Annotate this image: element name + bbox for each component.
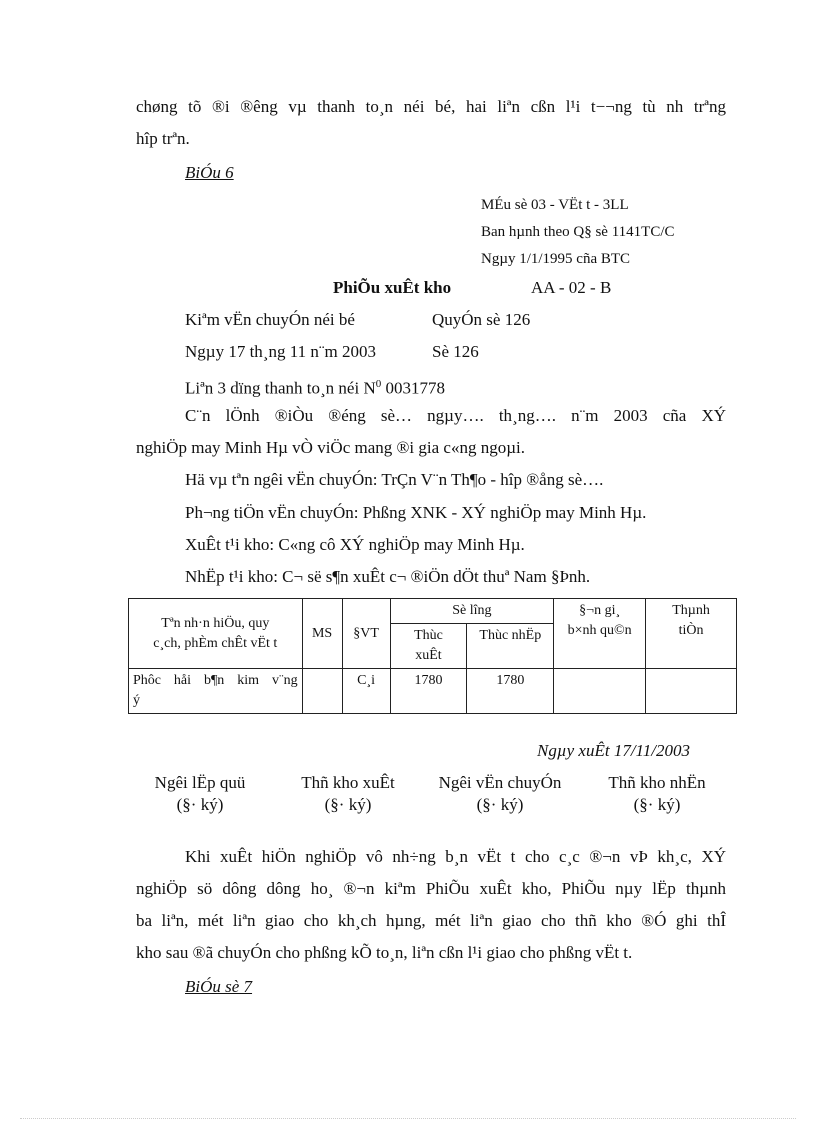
para2-line-2: nghiÖp sö dông dông ho¸ ®¬n kiªm PhiÕu xuÊt kho, PhiÕu nµy lËp thµnh [136, 879, 726, 898]
caption-bieu-so-7: BiÓu sè 7 [185, 977, 253, 996]
document-title: PhiÕu xuÊt kho [333, 278, 452, 297]
para2-line-4: kho sau ®ã chuyÓn cho phßng kÕ to¸n, liªn cßn l¹i giao cho phßng vËt t. [136, 943, 633, 962]
header-thuc-nhap: Thùc nhËp [467, 624, 554, 669]
field-lien-3-text: Liªn 3 dïng thanh to¸n néi N [185, 378, 376, 398]
field-quyen-so: QuyÓn sè 126 [432, 310, 531, 329]
signature-title: Thñ kho nhËn [608, 773, 706, 792]
header-ten-line-2: c¸ch, phÈm chÊt vËt t [153, 635, 278, 651]
cell-thuc-nhap: 1780 [467, 669, 554, 714]
field-can-lenh-line-2: nghiÖp may Minh Hµ vÒ viÖc mang ®i gia c«ng ngoµi. [136, 438, 525, 457]
field-xuat-tai-kho: XuÊt t¹i kho: C«ng cô XÝ nghiÖp may Minh Hµ. [185, 535, 525, 554]
signature-nguoi-van-chuyen [420, 772, 580, 816]
signature-title: Ngêi vËn chuyÓn [438, 773, 562, 792]
header-don-gia-line-2: b×nh qu©n [567, 623, 632, 638]
cell-thanh-tien [646, 669, 737, 714]
field-phuong-tien: Ph¬ng tiÖn vËn chuyÓn: Phßng XNK - XÝ nghiÖp may Minh Hµ. [185, 503, 647, 522]
field-lien-3 [185, 374, 445, 399]
cell-ten [129, 669, 303, 714]
header-dvt: §VT [342, 599, 390, 669]
field-so: Sè 126 [432, 342, 479, 361]
cell-ms [302, 669, 342, 714]
document-code: AA - 02 - B [531, 278, 612, 297]
cell-don-gia [554, 669, 646, 714]
signature-title: Ngêi lËp quü [154, 773, 246, 792]
signature-thu-kho-nhan [592, 772, 722, 816]
cell-ten-line-2: ý [133, 693, 140, 708]
field-ngay: Ngµy 17 th¸ng 11 n¨m 2003 [185, 342, 376, 361]
signature-note: (§· ký) [176, 795, 224, 814]
caption-bieu-6: BiÓu 6 [185, 163, 234, 182]
table-row [129, 669, 737, 714]
header-thanh-tien-line-1: Thµnh [672, 603, 710, 618]
header-don-gia [554, 599, 646, 669]
header-thanh-tien [646, 599, 737, 669]
header-ten-line-1: Tªn nh·n hiÖu, quy [161, 615, 270, 631]
field-lien-3-number: 0031778 [381, 378, 445, 398]
header-don-gia-line-1: §¬n gi¸ [579, 603, 621, 618]
cell-ten-line-1: Phôc håi b¶n kim v¨ng [133, 673, 298, 688]
signature-note: (§· ký) [476, 795, 524, 814]
header-thuc-xuat [390, 624, 467, 669]
para2-line-3: ba liªn, mét liªn giao cho kh¸ch hµng, mét liªn giao cho thñ kho ®Ó ghi thÎ [136, 911, 726, 930]
signature-thu-kho-xuat [288, 772, 408, 816]
date-line: Ngµy xuÊt 17/11/2003 [537, 741, 691, 760]
field-lien-3-sup: 0 [375, 378, 382, 390]
header-thuc-xuat-line-1: Thùc [414, 628, 443, 643]
header-ten-nhan-hieu [129, 599, 303, 669]
table-header-row [129, 599, 737, 624]
signature-title: Thñ kho xuÊt [301, 773, 395, 792]
intro-line-2: hîp trªn. [136, 129, 190, 148]
page-bottom-divider [20, 1118, 796, 1119]
field-nguoi-van-chuyen: Hä vµ tªn ngêi vËn chuyÓn: TrÇn V¨n Th¶o - hîp ®ång sè…. [185, 470, 604, 489]
signature-note: (§· ký) [633, 795, 681, 814]
cell-dvt: C¸i [342, 669, 390, 714]
form-header-line-2: Ban hµnh theo Q§ sè 1141TC/C [481, 224, 675, 240]
signature-nguoi-lap-quy [140, 772, 260, 816]
field-can-lenh-line-1: C¨n lÖnh ®iÒu ®éng sè… ngµy…. th¸ng…. n¨m 2003 cña XÝ [185, 406, 726, 425]
header-so-luong: Sè lîng [390, 599, 554, 624]
goods-table [128, 598, 737, 714]
para2-line-1: Khi xuÊt hiÖn nghiÖp vô nh÷ng b¸n vËt t cho c¸c ®¬n vÞ kh¸c, XÝ [185, 847, 726, 866]
form-header-line-3: Ngµy 1/1/1995 cña BTC [481, 251, 631, 267]
field-kiem-van-chuyen: Kiªm vËn chuyÓn néi bé [185, 310, 355, 329]
header-ms: MS [302, 599, 342, 669]
cell-thuc-xuat: 1780 [390, 669, 467, 714]
intro-line-1: chøng tõ ®i ®êng vµ thanh to¸n néi bé, hai liªn cßn l¹i t−¬ng tù nh trªng [136, 97, 726, 116]
signature-note: (§· ký) [324, 795, 372, 814]
header-thanh-tien-line-2: tiÒn [678, 623, 704, 638]
field-nhap-tai-kho: NhËp t¹i kho: C¬ së s¶n xuÊt c¬ ®iÖn dÖt thuª Nam §Þnh. [185, 567, 591, 586]
form-header-line-1: MÉu sè 03 - VËt t - 3LL [481, 197, 629, 213]
header-thuc-xuat-line-2: xuÊt [415, 648, 442, 663]
